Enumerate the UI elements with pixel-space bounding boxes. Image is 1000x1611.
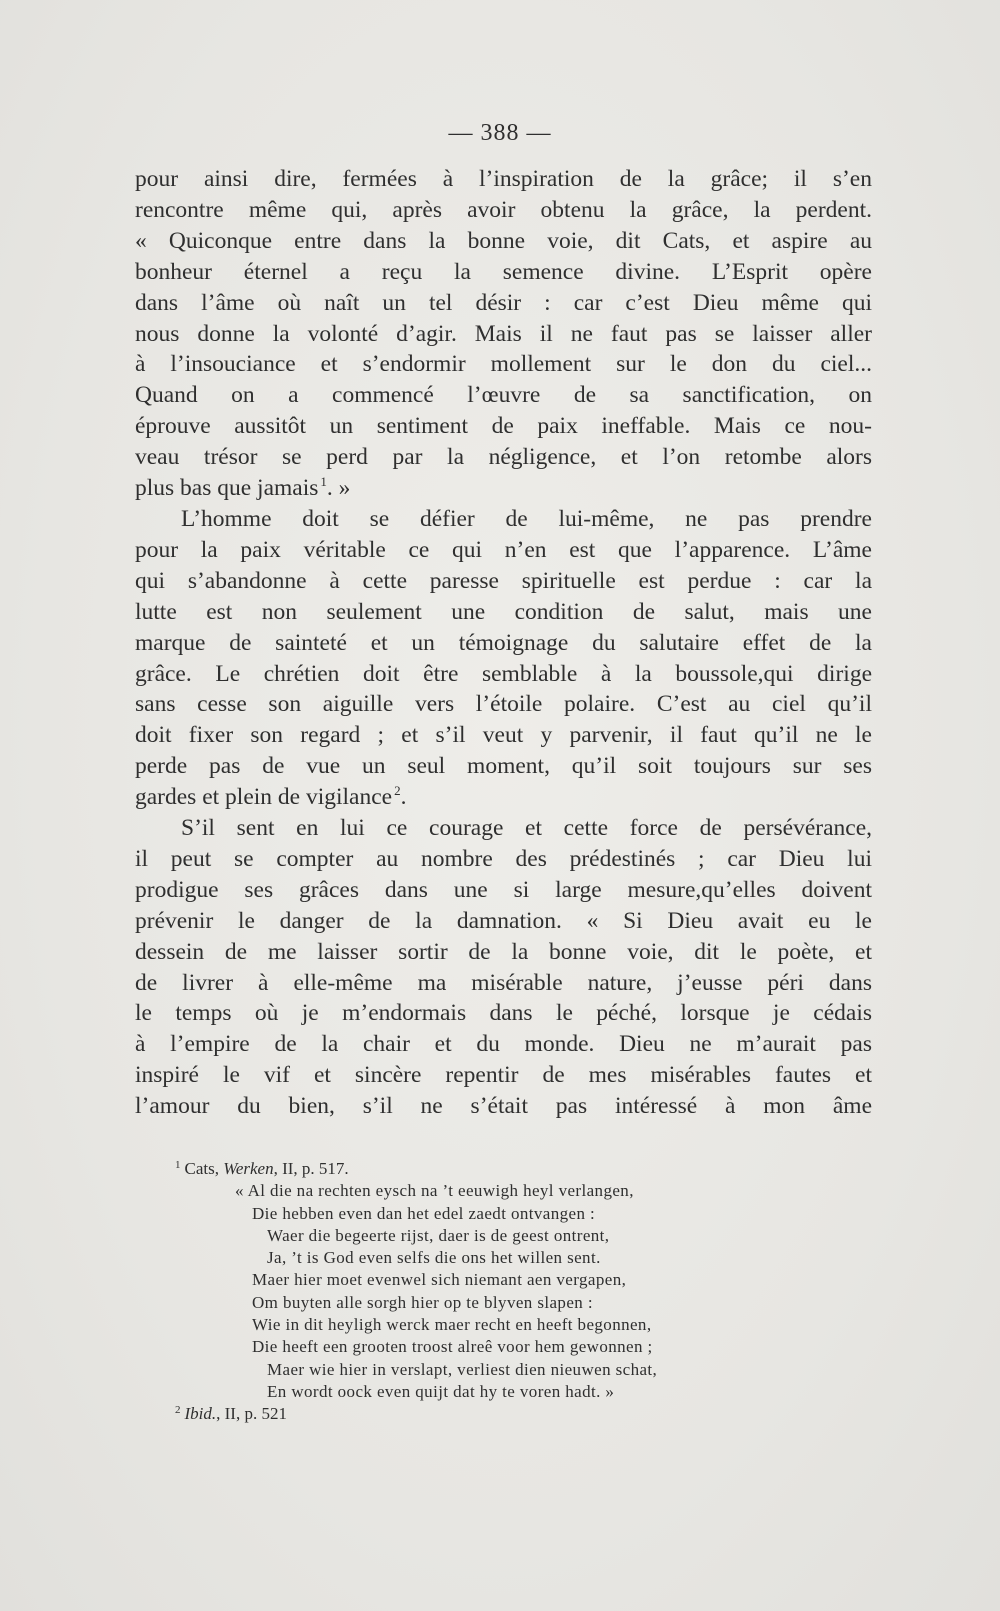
text-line: qui s’abandonne à cette paresse spirituelle est perdue : car la (135, 567, 872, 594)
footnote-ref: , II, p. 521 (216, 1404, 287, 1424)
footnote-ref-2[interactable]: 2 (394, 783, 401, 799)
verse-line: Wie in dit heyligh werck maer recht en heeft begonnen, (252, 1315, 652, 1335)
text-line: inspiré le vif et sincère repentir de mes misérables fautes et (135, 1062, 872, 1089)
text-line: perde pas de vue un seul moment, qu’il soit toujours sur ses (135, 753, 872, 780)
text-line: le temps où je m’endormais dans le péché, lorsque je cédais (135, 1000, 872, 1027)
line-tail: . (400, 784, 407, 811)
paragraph (135, 504, 872, 813)
verse-line: Die hebben even dan het edel zaedt ontvangen : (252, 1203, 596, 1223)
text-line: grâce. Le chrétien doit être semblable à la boussole,qui dirige (135, 660, 872, 687)
text-line: pour la paix véritable ce qui n’en est que l’apparence. L’âme (135, 536, 872, 563)
text-line: L’homme doit se défier de lui-même, ne pas prendre (181, 505, 872, 532)
footnote-1 (175, 1158, 795, 1180)
text-line: marque de sainteté et un témoignage du salutaire effet de la (135, 629, 872, 656)
text-line: il peut se compter au nombre des prédestinés ; car Dieu lui (135, 845, 872, 872)
body-text (135, 164, 872, 1122)
page-number: — 388 — (448, 120, 552, 146)
text-line: lutte est non seulement une condition de salut, mais une (135, 598, 872, 625)
text-line: doit fixer son regard ; et s’il veut y parvenir, il faut qu’il ne le (135, 722, 872, 749)
text-line: prodigue ses grâces dans une si large mesure,qu’elles doivent (135, 876, 872, 903)
text-line: l’amour du bien, s’il ne s’était pas intéressé à mon âme (135, 1093, 872, 1120)
verse-line: Waer die begeerte rijst, daer is de geest ontrent, (267, 1225, 610, 1245)
text-line: rencontre même qui, après avoir obtenu la grâce, la perdent. (135, 196, 872, 223)
footnote-marker: 1 (175, 1159, 181, 1171)
text-line: « Quiconque entre dans la bonne voie, dit Cats, et aspire au (135, 227, 872, 254)
footnote-work: Ibid. (184, 1404, 217, 1424)
text-line: à l’insouciance et s’endormir mollement sur le don du ciel... (135, 351, 872, 378)
footnote-author: Cats, (184, 1159, 224, 1178)
verse-line: En wordt oock even quijt dat hy te voren hadt. » (267, 1381, 615, 1401)
text-line: dessein de me laisser sortir de la bonne voie, dit le poète, et (135, 938, 872, 965)
text-line: S’il sent en lui ce courage et cette force de persévérance, (181, 815, 872, 842)
text-line: éprouve aussitôt un sentiment de paix ineffable. Mais ce nou- (135, 413, 872, 440)
text-line: de livrer à elle-même ma misérable nature, j’eusse péri dans (135, 969, 872, 996)
footnote-ref-1[interactable]: 1 (320, 474, 327, 490)
verse-line: Die heeft een grooten troost alreê voor hem gewonnen ; (252, 1337, 653, 1357)
line-text: plus bas que jamais (135, 475, 319, 502)
text-line: nous donne la volonté d’agir. Mais il ne faut pas se laisser aller (135, 320, 872, 347)
footnote-ref: , II, p. 517. (273, 1159, 349, 1178)
text-line: prévenir le danger de la damnation. « Si Dieu avait eu le (135, 907, 872, 934)
verse-line: Ja, ’t is God even selfs die ons het willen sent. (267, 1248, 601, 1268)
text-line: veau trésor se perd par la négligence, et l’on retombe alors (135, 444, 872, 471)
footnote-marker: 2 (175, 1404, 181, 1417)
footnotes (175, 1158, 795, 1426)
verse-line: Maer hier moet evenwel sich niemant aen vergapen, (252, 1270, 627, 1290)
text-line: dans l’âme où naît un tel désir : car c’est Dieu même qui (135, 289, 872, 316)
line-text: gardes et plein de vigilance (135, 784, 393, 811)
paragraph (135, 813, 872, 1122)
verse-line: Om buyten alle sorgh hier op te blyven slapen : (252, 1292, 593, 1312)
verse-line: « Al die na rechten eysch na ’t eeuwigh heyl verlangen, (235, 1181, 634, 1201)
paragraph (135, 164, 872, 504)
footnote-work: Werken (223, 1159, 274, 1178)
verse-line: Maer wie hier in verslapt, verliest dien nieuwen schat, (267, 1359, 658, 1379)
footnote-2 (175, 1403, 795, 1425)
text-line: pour ainsi dire, fermées à l’inspiration de la grâce; il s’en (135, 166, 872, 192)
text-line-last (135, 473, 872, 504)
text-line: bonheur éternel a reçu la semence divine. L’Esprit opère (135, 258, 872, 285)
line-tail: . » (326, 475, 351, 502)
text-line: Quand on a commencé l’œuvre de sa sanctification, on (135, 382, 872, 409)
text-line: sans cesse son aiguille vers l’étoile polaire. C’est au ciel qu’il (135, 691, 872, 718)
text-line-last (135, 782, 872, 813)
text-line: à l’empire de la chair et du monde. Dieu ne m’aurait pas (135, 1031, 872, 1058)
